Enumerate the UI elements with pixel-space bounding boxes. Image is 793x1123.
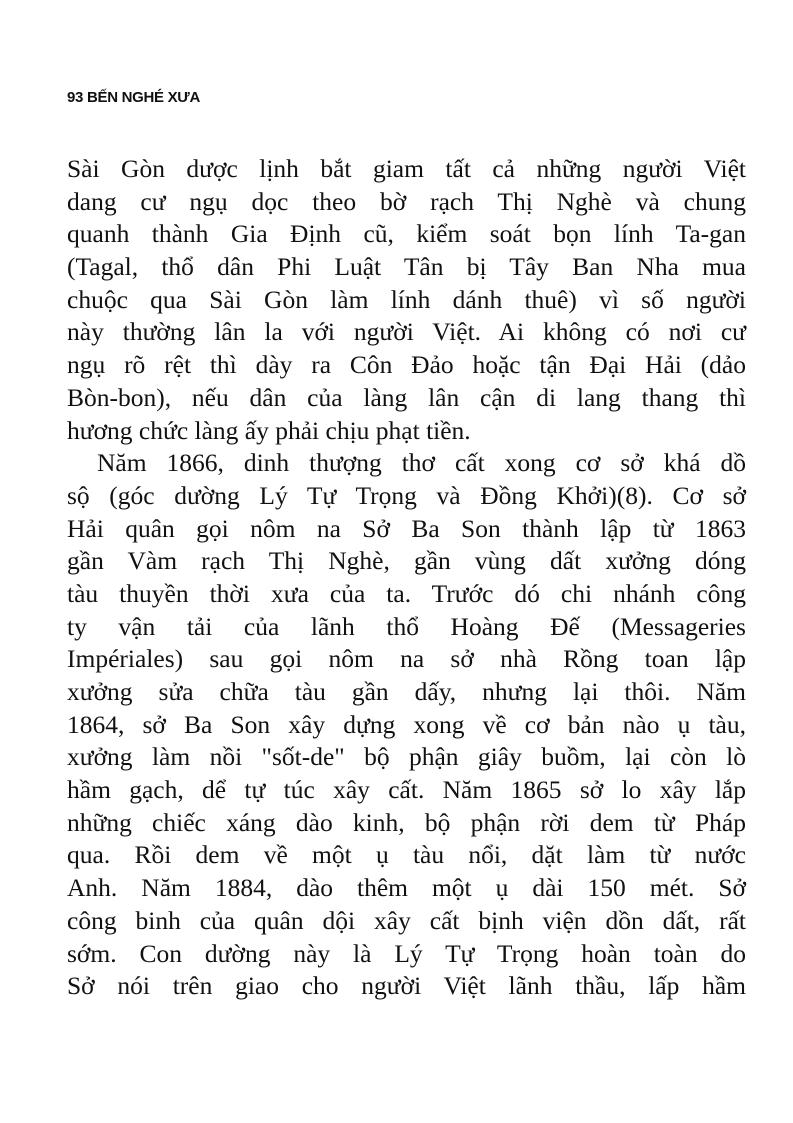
text-line: Sở nói trên giao cho người Việt lãnh thầu, lấp hầm — [67, 971, 746, 1001]
text-line: xưởng làm nồi "sốt-de" bộ phận giây buồm, lại còn lò — [67, 742, 746, 772]
text-line: hương chức làng ấy phải chịu phạt tiền. — [67, 415, 471, 445]
text-line: sộ (góc dường Lý Tự Trọng và Đồng Khởi)(8). Cơ sở — [67, 480, 746, 510]
text-line: này thường lân la với người Việt. Ai không có nơi cư — [67, 317, 746, 347]
text-line: Hải quân gọi nôm na Sở Ba Son thành lập từ 1863 — [67, 513, 746, 543]
text-line: Anh. Năm 1884, dào thêm một ụ dài 150 mét. Sở — [67, 873, 746, 903]
text-line: công binh của quân dội xây cất bịnh viện dồn dất, rất — [67, 905, 746, 935]
text-line: qua. Rồi dem về một ụ tàu nổi, dặt làm từ nước — [67, 840, 746, 870]
running-header: 93 BẾN NGHÉ XƯA — [67, 89, 200, 106]
text-line: Năm 1866, dinh thượng thơ cất xong cơ sở khá dồ — [97, 448, 746, 478]
text-line: dang cư ngụ dọc theo bờ rạch Thị Nghè và chung — [67, 186, 746, 216]
text-line: Bòn-bon), nếu dân của làng lân cận di lang thang thì — [67, 382, 746, 412]
text-line: chuộc qua Sài Gòn làm lính dánh thuê) vì số người — [67, 284, 746, 314]
text-line: xưởng sửa chữa tàu gần dấy, nhưng lại thôi. Năm — [67, 677, 746, 706]
text-line: sớm. Con dường này là Lý Tự Trọng hoàn toàn do — [67, 938, 746, 968]
text-line: những chiếc xáng dào kinh, bộ phận rời dem từ Pháp — [67, 807, 746, 837]
text-line: quanh thành Gia Định cũ, kiểm soát bọn lính Ta-gan — [67, 219, 746, 249]
text-line: 1864, sở Ba Son xây dựng xong về cơ bản nào ụ tàu, — [67, 709, 746, 739]
text-line: Impériales) sau gọi nôm na sở nhà Rồng toan lập — [67, 644, 746, 674]
text-line: ty vận tải của lãnh thổ Hoàng Đế (Messageries — [67, 611, 746, 641]
text-line: tàu thuyền thời xưa của ta. Trước dó chi nhánh công — [67, 578, 746, 608]
text-line: gần Vàm rạch Thị Nghè, gần vùng dất xưởng dóng — [67, 546, 746, 576]
text-line: hầm gạch, dể tự túc xây cất. Năm 1865 sở lo xây lắp — [67, 775, 746, 805]
body-text — [67, 153, 746, 1003]
text-line: (Tagal, thổ dân Phi Luật Tân bị Tây Ban Nha mua — [67, 252, 746, 282]
text-line: ngụ rõ rệt thì dày ra Côn Đảo hoặc tận Đại Hải (dảo — [67, 350, 746, 380]
text-line: Sài Gòn dược lịnh bắt giam tất cả những người Việt — [67, 154, 746, 183]
